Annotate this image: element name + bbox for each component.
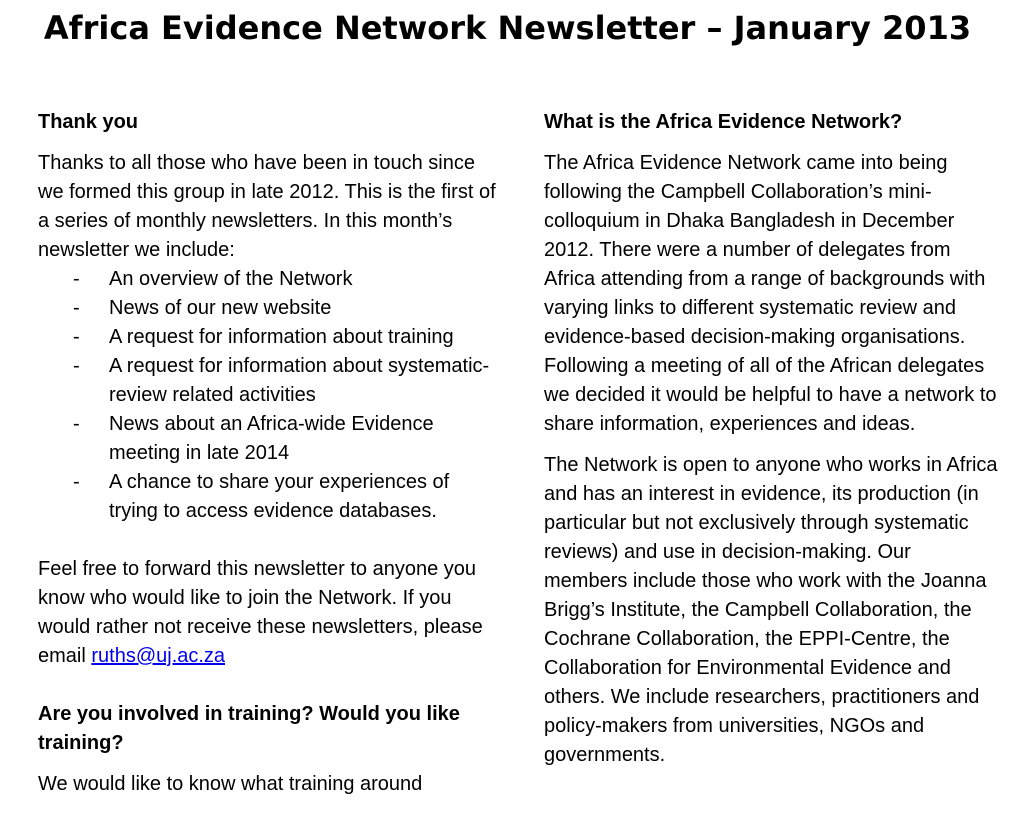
thankyou-intro: Thanks to all those who have been in touch since we formed this group in late 2012. This is the first of a series of monthly newsletters. In this month’s newsletter we include: xyxy=(38,152,496,261)
email-link[interactable]: ruths@uj.ac.za xyxy=(91,645,226,667)
bullet-dash: - xyxy=(73,268,80,290)
about-paragraph-1: The Africa Evidence Network came into being following the Campbell Collaboration’s mini-colloquium in Dhaka Bangladesh in December 2012. There were a number of delegates from Africa attending from a range of backgrounds with varying links to different systematic review and evidence-based decision-making organisations. Following a meeting of all of the African delegates we decided it would be helpful to have a network to share information, experiences and ideas. xyxy=(544,152,997,435)
thankyou-heading: Thank you xyxy=(38,111,139,133)
right-column xyxy=(544,108,999,782)
training-heading: Are you involved in training? Would you like training? xyxy=(38,703,460,754)
bullet-dash: - xyxy=(73,413,80,435)
topic-text: News about an Africa-wide Evidence meeting in late 2014 xyxy=(109,413,434,464)
about-paragraph-2: The Network is open to anyone who works in Africa and has an interest in evidence, its production (in particular but not exclusively through systematic reviews) and use in decision-making. Our members include those who work with the Joanna Brigg’s Institute, the Campbell Collaboration, the Cochrane Collaboration, the EPPI-Centre, the Collaboration for Environmental Evidence and others. We include researchers, practitioners and policy-makers from universities, NGOs and governments. xyxy=(544,454,998,766)
topic-text: A chance to share your experiences of trying to access evidence databases. xyxy=(109,471,450,522)
list-item xyxy=(73,352,498,410)
bullet-dash: - xyxy=(73,326,80,348)
list-item xyxy=(73,265,498,294)
forward-text: Feel free to forward this newsletter to anyone you know who would like to join the Network. If you would rather not receive these newsletters, please email xyxy=(38,558,483,667)
training-text: We would like to know what training around xyxy=(38,773,423,795)
topic-text: A request for information about training xyxy=(109,326,454,348)
topic-text: A request for information about systematic-review related activities xyxy=(109,355,490,406)
topics-list xyxy=(38,265,498,526)
topic-text: News of our new website xyxy=(109,297,332,319)
list-item xyxy=(73,294,498,323)
about-heading: What is the Africa Evidence Network? xyxy=(544,111,903,133)
bullet-dash: - xyxy=(73,297,80,319)
bullet-dash: - xyxy=(73,355,80,377)
list-item xyxy=(73,468,498,526)
left-column xyxy=(38,108,498,799)
newsletter-title: Africa Evidence Network Newsletter – January 2013 xyxy=(43,9,972,47)
forward-paragraph xyxy=(38,555,498,671)
list-item xyxy=(73,323,498,352)
list-item xyxy=(73,410,498,468)
topic-text: An overview of the Network xyxy=(109,268,353,290)
bullet-dash: - xyxy=(73,471,80,493)
